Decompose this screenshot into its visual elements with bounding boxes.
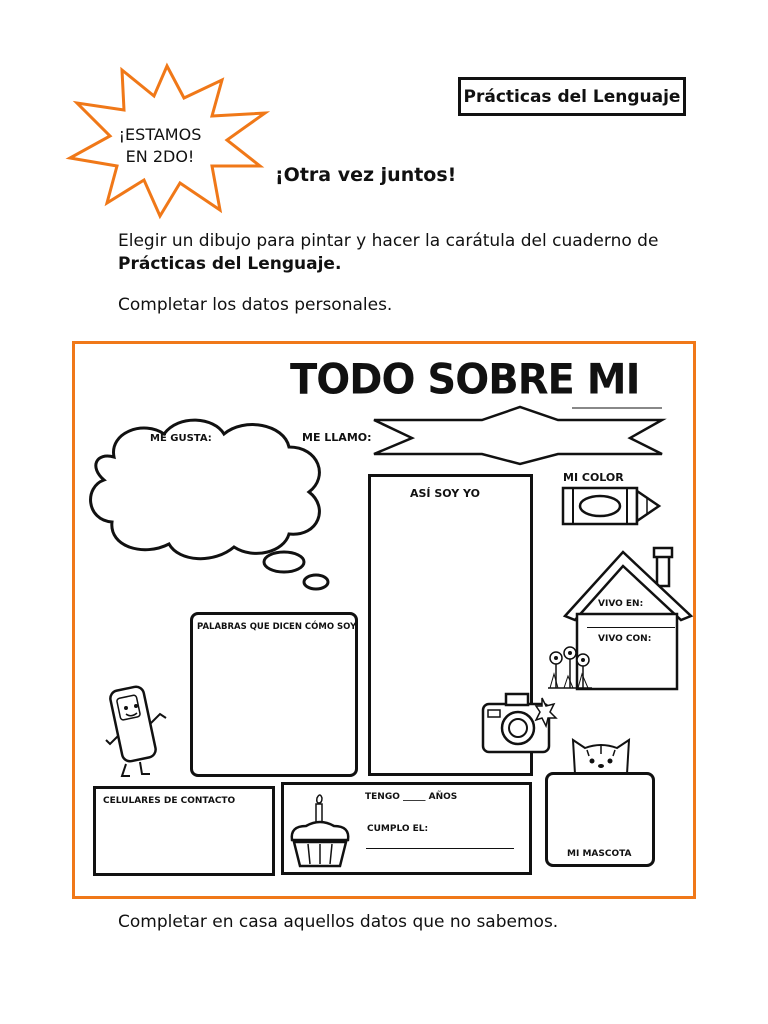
vivo-en-line [587,627,675,628]
worksheet-title: TODO SOBRE MI [290,355,640,405]
crayon-icon [561,485,663,527]
mi-color-label: MI COLOR [563,471,624,484]
palabras-label: PALABRAS QUE DICEN CÓMO SOY [197,622,357,632]
footer-instruction: Completar en casa aquellos datos que no sabemos. [118,912,559,932]
badge-text [100,124,220,168]
flowers-icon [546,644,594,690]
cumplo-label: CUMPLO EL: [367,824,429,834]
subject-box [458,77,686,116]
me-llamo-label: ME LLAMO: [302,431,372,444]
badge-line1: ¡ESTAMOS [118,125,202,144]
tengo-label: TENGO _____ AÑOS [365,792,458,802]
instructions-paragraph [118,230,708,276]
badge-line2: EN 2DO! [125,147,195,166]
asi-soy-yo-label: ASÍ SOY YO [410,487,480,500]
name-banner-icon [372,404,664,466]
cupcake-icon [286,790,354,870]
phone-icon [100,684,174,780]
palabras-box [190,612,358,777]
vivo-en-label: VIVO EN: [598,599,644,609]
cat-icon [565,734,637,776]
camera-icon [480,688,558,756]
headline: ¡Otra vez juntos! [275,164,457,186]
vivo-con-label: VIVO CON: [598,634,652,644]
subject-label: Prácticas del Lenguaje [463,86,681,107]
mascota-label: MI MASCOTA [567,849,632,859]
instructions-text: Elegir un dibujo para pintar y hacer la carátula del cuaderno de [118,231,659,251]
celulares-label: CELULARES DE CONTACTO [103,796,236,806]
cumplo-line [366,848,514,849]
instructions-bold: Prácticas del Lenguaje. [118,254,342,274]
me-gusta-label: ME GUSTA: [150,433,212,444]
instructions-line2: Completar los datos personales. [118,295,393,315]
